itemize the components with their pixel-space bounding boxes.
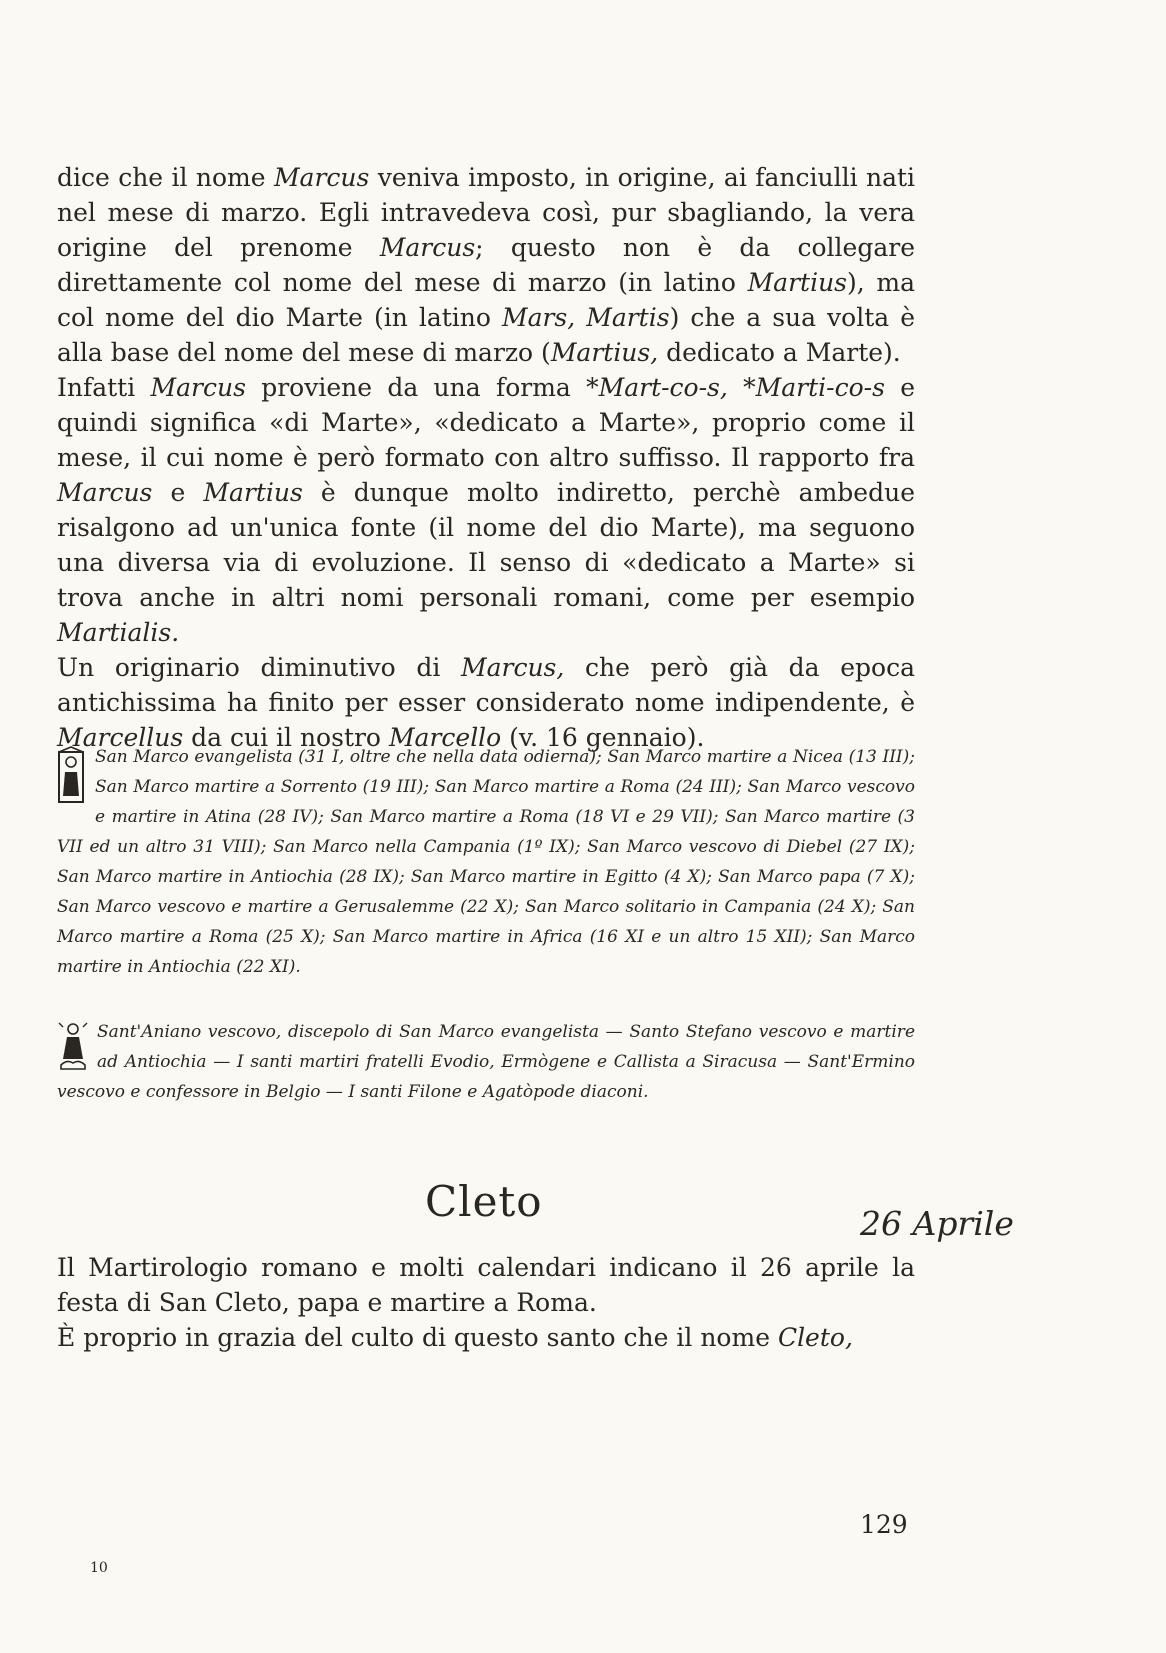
saints-list-text: San Marco evangelista (31 I, oltre che nella data odierna); San Marco martire a Nicea (13 III); San Marco martire a Sorrento (19 III); San Marco martire a Roma (24 III); San Marco vescovo e martire in Atina (28 IV); San Marco martire a Roma (18 VI e 29 VII); San Marco martire (3 VII ed un altro 31 VIII); San Marco nella Campania (1º IX); San Marco vescovo di Diebel (27 IX); San Marco martire in Antiochia (28 IX); San Marco martire in Egitto (4 X); San Marco papa (7 X); San Marco vescovo e martire a Gerusalemme (22 X); San Marco solitario in Campania (24 X); San Marco martire a Roma (25 X); San Marco martire in Africa (16 XI e un altro 15 XII); San Marco martire in Antiochia (22 XI). [57,747,915,977]
paragraph-1 [57,160,915,370]
text-span: ) che a sua volta è alla base del nome del mese di marzo ( [57,303,915,367]
cleto-text [57,1250,915,1355]
saints-list [57,742,915,982]
italic-term: Marcus [150,373,246,402]
italic-term: Marcus [273,163,370,192]
italic-term: *Mart-co-s, *Marti-co-s [586,373,885,402]
text-span: e [152,478,204,507]
italic-term: Cleto, [777,1323,853,1352]
other-saints [57,1017,915,1107]
page-number: 129 [860,1510,908,1539]
text-span: (v. 16 gennaio). [501,723,705,752]
text-span: È proprio in grazia del culto di questo santo che il nome [57,1323,778,1352]
text-span: che però già da epoca antichissima ha finito per esser considerato nome indipendente, è [57,653,915,717]
saint-figure-icon [57,746,85,804]
italic-term: Marcus [57,478,153,507]
paragraph-2 [57,370,915,650]
text-span: è dunque molto indiretto, perchè ambedue risalgono ad un'unica fonte (il nome del dio Marte), ma seguono una diversa via di evoluzione. Il senso di «dedicato a Marte» si trova anche in altri nomi personali romani, come per esempio [57,478,915,612]
main-text [57,160,915,755]
italic-term: Martius [747,268,848,297]
italic-term: Marcus, [461,653,565,682]
italic-term: Martialis. [57,618,180,647]
italic-term: Martius, [550,338,659,367]
cleto-paragraph-1: Il Martirologio romano e molti calendari indicano il 26 aprile la festa di San Cleto, papa e martire a Roma. [57,1253,915,1317]
italic-term: Mars, Martis [501,303,670,332]
signature-mark: 10 [90,1560,108,1576]
text-span: Un originario diminutivo di [57,653,461,682]
other-saints-text: Sant'Aniano vescovo, discepolo di San Marco evangelista — Santo Stefano vescovo e martire ad Antiochia — I santi martiri fratelli Evodio, Ermògene e Callista a Siracusa — Sant'Ermino vescovo e confessore in Belgio — I santi Filone e Agatòpode diaconi. [57,1022,915,1102]
italic-term: Marcus [379,233,476,262]
cleto-paragraph-2 [57,1320,915,1355]
text-span: ), ma col nome del dio Marte (in latino [57,268,915,332]
italic-term: Marcello [388,723,502,752]
text-span: ; questo non è da collegare direttamente col nome del mese di marzo (in latino [57,233,916,297]
text-span: dice che il nome [57,163,274,192]
text-span: Infatti [57,373,151,402]
section-date: 26 Aprile [860,1204,1014,1243]
text-span: veniva imposto, in origine, ai fanciulli nati nel mese di marzo. Egli intravedeva così, pur sbagliando, la vera origine del prenome [57,163,916,262]
italic-term: Martius [203,478,303,507]
text-span: e quindi significa «di Marte», «dedicato a Marte», proprio come il mese, il cui nome è però formato con altro suffisso. Il rapporto fra [57,373,915,472]
text-span: da cui il nostro [183,723,389,752]
italic-term: Marcellus [57,723,184,752]
paragraph-3 [57,650,915,755]
section-title: Cleto [425,1177,543,1226]
text-span: proviene da una forma [245,373,587,402]
text-span: dedicato a Marte). [658,338,901,367]
saint-with-lion-icon [57,1021,89,1071]
